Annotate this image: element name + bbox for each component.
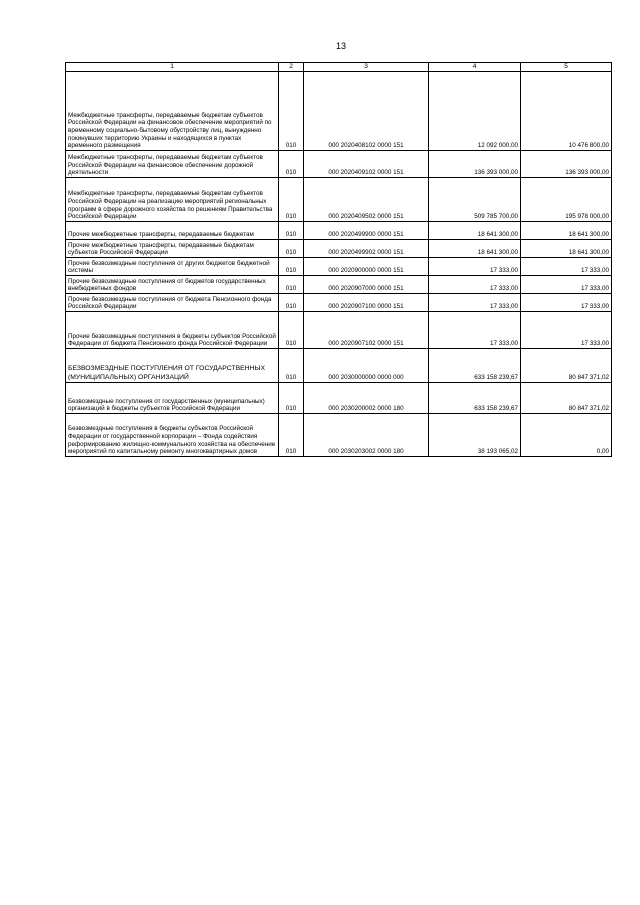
row-code: 010 (279, 312, 304, 349)
row-name: Межбюджетные трансферты, передаваемые бюджетам субъектов Российской Федерации на реализацию мероприятий региональных программ в сфере дорожного хозяйства по решениям Правительства Российской Федерации (68, 190, 273, 221)
table-row (66, 258, 612, 276)
row-kbk: 000 2020907102 0000 151 (304, 312, 429, 349)
table-row (66, 312, 612, 349)
row-kbk: 000 2020499902 0000 151 (304, 240, 429, 258)
row-kbk: 000 2030000000 0000 000 (304, 349, 429, 383)
row-name: Безвозмездные поступления от государственных (муниципальных) организаций в бюджеты субъектов Российской Федерации (68, 397, 265, 413)
row-code: 010 (279, 414, 304, 457)
row-col5: 17 333,00 (521, 258, 612, 276)
row-code: 010 (279, 178, 304, 222)
table-row (66, 294, 612, 312)
row-col4: 38 193 065,02 (429, 414, 521, 457)
row-name: Межбюджетные трансферты, передаваемые бюджетам субъектов Российской Федерации на финансовое обеспечение дорожной деятельности (68, 153, 263, 177)
row-col4: 18 641 300,00 (429, 240, 521, 258)
row-col4: 136 393 000,00 (429, 151, 521, 178)
row-col5: 136 393 000,00 (521, 151, 612, 178)
row-kbk: 000 2020408102 0000 151 (304, 72, 429, 151)
page-number: 13 (335, 41, 346, 51)
table-row (66, 151, 612, 178)
row-kbk: 000 2020900000 0000 151 (304, 258, 429, 276)
row-col4: 633 158 239,67 (429, 383, 521, 414)
row-code: 010 (279, 276, 304, 294)
row-code: 010 (279, 383, 304, 414)
row-kbk: 000 2020499900 0000 151 (304, 222, 429, 240)
table-row (66, 383, 612, 414)
row-name: Межбюджетные трансферты, передаваемые бюджетам субъектов Российской Федерации на финансовое обеспечение мероприятий по временному социально-бытовому обустройству лиц, вынужденно покинувших территорию Украины и находящихся в пунктах временного размещения (68, 111, 272, 150)
table-row (66, 240, 612, 258)
row-name: Прочие безвозмездные поступления от других бюджетов бюджетной системы (68, 259, 270, 275)
row-kbk: 000 2020409502 0000 151 (304, 178, 429, 222)
row-col5: 17 333,00 (521, 294, 612, 312)
row-col4: 17 333,00 (429, 294, 521, 312)
row-kbk: 000 2030200002 0000 180 (304, 383, 429, 414)
table-row (66, 222, 612, 240)
table-header (66, 63, 612, 72)
row-col5: 18 641 300,00 (521, 222, 612, 240)
row-name: Прочие безвозмездные поступления от бюджетов государственных внебюджетных фондов (68, 277, 266, 293)
table-row (66, 178, 612, 222)
row-col5: 17 333,00 (521, 276, 612, 294)
row-code: 010 (279, 151, 304, 178)
row-name: Прочие безвозмездные поступления от бюджета Пенсионного фонда Российской Федерации (68, 295, 272, 311)
header-col-2: 2 (279, 63, 304, 72)
row-col4: 17 333,00 (429, 258, 521, 276)
row-name: Прочие межбюджетные трансферты, передаваемые бюджетам субъектов Российской Федерации (68, 241, 254, 257)
row-code: 010 (279, 258, 304, 276)
row-code: 010 (279, 349, 304, 383)
row-col5: 18 641 300,00 (521, 240, 612, 258)
row-col5: 10 476 800,00 (521, 72, 612, 151)
row-col4: 12 092 000,00 (429, 72, 521, 151)
table-row (66, 72, 612, 151)
row-code: 010 (279, 240, 304, 258)
header-col-5: 5 (521, 63, 612, 72)
row-col4: 17 333,00 (429, 312, 521, 349)
row-name: Безвозмездные поступления в бюджеты субъектов Российской Федерации от государственной корпорации – Фонда содействия реформированию жилищно-коммунального хозяйства на обеспечение мероприятий по капитальному ремонту многоквартирных домов (68, 425, 276, 456)
row-kbk: 000 2020907000 0000 151 (304, 276, 429, 294)
budget-table (65, 62, 612, 457)
row-col4: 18 641 300,00 (429, 222, 521, 240)
row-code: 010 (279, 222, 304, 240)
row-kbk: 000 2020907100 0000 151 (304, 294, 429, 312)
row-col5: 0,00 (521, 414, 612, 457)
row-kbk: 000 2030203002 0000 180 (304, 414, 429, 457)
row-code: 010 (279, 294, 304, 312)
table-row (66, 349, 612, 383)
header-col-4: 4 (429, 63, 521, 72)
row-col5: 80 847 371,02 (521, 349, 612, 383)
row-code: 010 (279, 72, 304, 151)
row-col4: 17 333,00 (429, 276, 521, 294)
header-col-3: 3 (304, 63, 429, 72)
row-col5: 17 333,00 (521, 312, 612, 349)
row-col4: 509 785 700,00 (429, 178, 521, 222)
row-col5: 80 847 371,02 (521, 383, 612, 414)
table-row (66, 414, 612, 457)
row-name: Прочие межбюджетные трансферты, передаваемые бюджетам (68, 231, 254, 239)
row-col4: 633 158 239,67 (429, 349, 521, 383)
row-col5: 195 978 000,00 (521, 178, 612, 222)
table-row (66, 276, 612, 294)
row-kbk: 000 2020409102 0000 151 (304, 151, 429, 178)
row-name: Прочие безвозмездные поступления в бюджеты субъектов Российской Федерации от бюджета Пенсионного фонда Российской Федерации (68, 332, 276, 348)
header-col-1: 1 (66, 63, 279, 72)
row-name: БЕЗВОЗМЕЗДНЫЕ ПОСТУПЛЕНИЯ ОТ ГОСУДАРСТВЕННЫХ (МУНИЦИПАЛЬНЫХ) ОРГАНИЗАЦИЙ (68, 365, 266, 381)
